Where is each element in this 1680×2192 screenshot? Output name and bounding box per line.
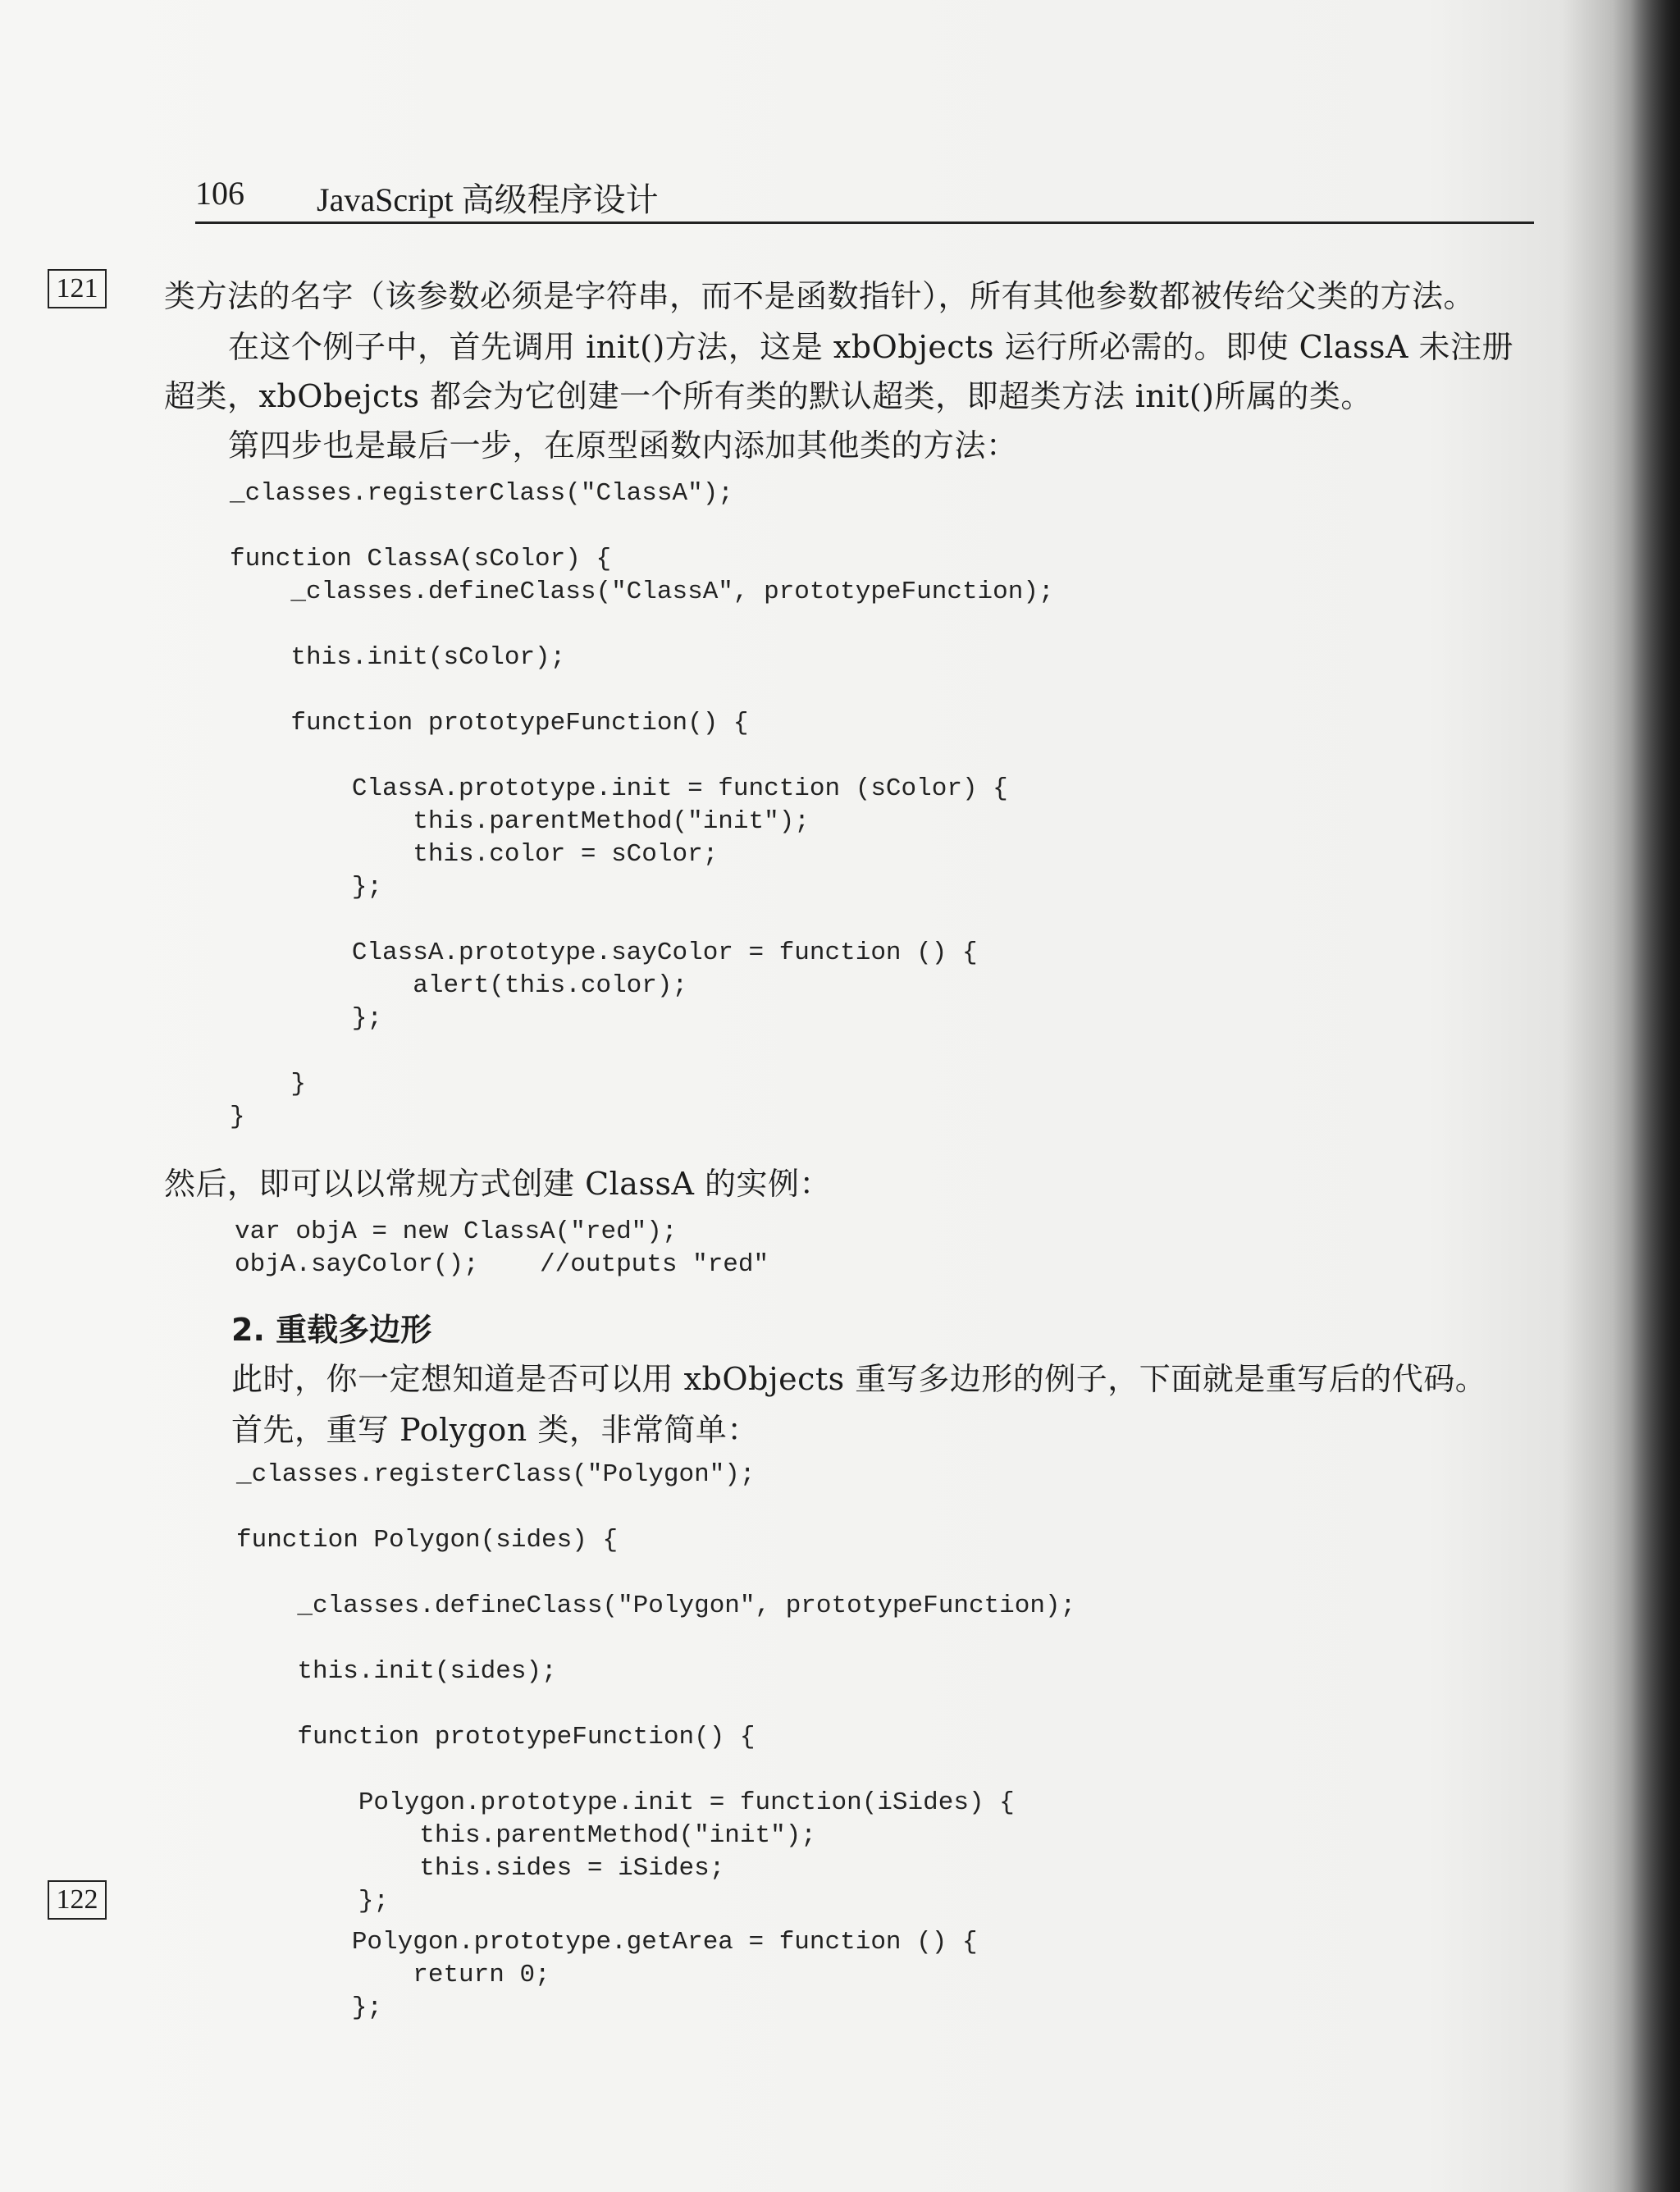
code-line: this.init(sColor); [230, 643, 566, 672]
code-line: }; [236, 1887, 390, 1916]
code-line: function prototypeFunction() { [230, 709, 749, 738]
code-line: ClassA.prototype.init = function (sColor) { [230, 774, 1008, 803]
code-line: }; [230, 1004, 383, 1033]
code-line: this.color = sColor; [230, 840, 719, 869]
code-line: Polygon.prototype.init = function(iSides) { [236, 1788, 1015, 1817]
code-line: } [230, 1070, 307, 1098]
page-number: 106 [195, 175, 244, 212]
margin-note-122: 122 [48, 1880, 107, 1920]
code-line: return 0; [230, 1961, 550, 1989]
binding-shadow [1631, 0, 1680, 2192]
code-line: var objA = new ClassA("red"); [235, 1217, 678, 1246]
code-line: }; [230, 1993, 383, 2022]
code-line: Polygon.prototype.getArea = function () { [230, 1928, 978, 1957]
code-line: _classes.defineClass("ClassA", prototypeFunction); [230, 578, 1054, 606]
code-line: function ClassA(sColor) { [230, 545, 612, 573]
code-line: function Polygon(sides) { [236, 1526, 619, 1555]
code-line: objA.sayColor(); //outputs "red" [235, 1250, 769, 1279]
code-line: function prototypeFunction() { [236, 1723, 756, 1751]
code-line: this.sides = iSides; [236, 1854, 725, 1883]
code-line: this.init(sides); [236, 1657, 557, 1686]
paragraph-line: 此时，你一定想知道是否可以用 xbObjects 重写多边形的例子，下面就是重写后的代码。 [231, 1361, 1487, 1397]
code-line: this.parentMethod("init"); [236, 1821, 816, 1850]
margin-note-121: 121 [48, 269, 107, 308]
code-line: _classes.registerClass("ClassA"); [230, 479, 733, 508]
paragraph-line: 第四步也是最后一步，在原型函数内添加其他类的方法： [228, 427, 1018, 464]
paragraph-line: 在这个例子中，首先调用 init()方法，这是 xbObjects 运行所必需的。即使 ClassA 未注册 [228, 329, 1513, 365]
code-line: alert(this.color); [230, 971, 688, 1000]
paragraph-line: 首先，重写 Polygon 类，非常简单： [231, 1412, 759, 1448]
page-header [195, 171, 1534, 224]
code-line: ClassA.prototype.sayColor = function () { [230, 938, 978, 967]
paragraph-line: 类方法的名字（该参数必须是字符串，而不是函数指针），所有其他参数都被传给父类的方法。 [164, 278, 1476, 314]
paragraph-line: 然后，即可以以常规方式创建 ClassA 的实例： [164, 1166, 831, 1202]
section-heading: 2. 重载多边形 [231, 1312, 432, 1348]
code-line: }; [230, 873, 383, 902]
code-line: _classes.registerClass("Polygon"); [236, 1460, 756, 1489]
book-title: JavaScript 高级程序设计 [317, 181, 659, 218]
code-line: } [230, 1103, 245, 1131]
code-line: _classes.defineClass("Polygon", prototypeFunction); [236, 1591, 1076, 1620]
paragraph-line: 超类，xbObejcts 都会为它创建一个所有类的默认超类，即超类方法 init()所属的类。 [164, 378, 1372, 414]
code-line: this.parentMethod("init"); [230, 807, 810, 836]
